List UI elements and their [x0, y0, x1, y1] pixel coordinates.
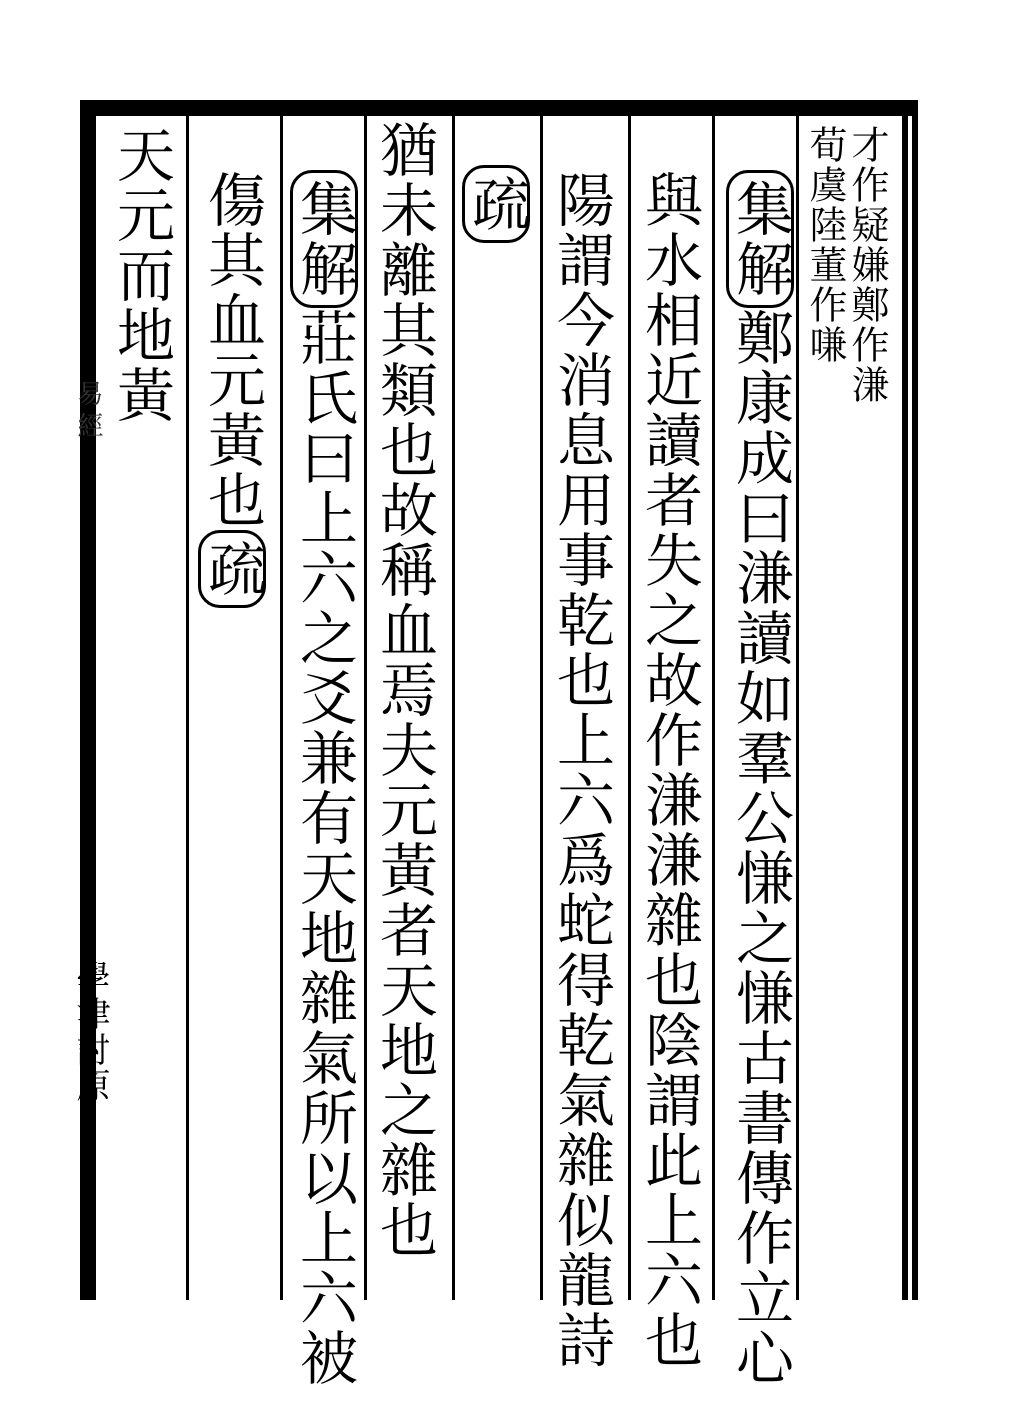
text-column-7: [290, 170, 358, 1388]
jijie-marker: 集解: [726, 170, 794, 308]
gutter-text-upper: 易經: [73, 380, 103, 444]
column-rule: [364, 116, 367, 1300]
shu-marker: 疏: [462, 165, 530, 243]
column-rule: [186, 116, 189, 1300]
jijie-marker: 集解: [290, 170, 358, 308]
note-line-2: 荀虞陸董作嗛: [803, 125, 847, 365]
text-column-3: 與水相近讀者失之故作溓溓雜也陰謂此上六也: [635, 170, 703, 1370]
frame-left-rule: [80, 100, 96, 1300]
column-text: 莊氏曰上六之爻兼有天地雜氣所以上六被: [290, 308, 358, 1388]
note-line-1: 才作疑嫌鄭作溓: [845, 125, 889, 405]
column-text: 鄭康成曰溓讀如羣公慊之慊古書傳作立心: [726, 308, 794, 1388]
column-rule: [796, 116, 799, 1300]
text-column-8: [198, 170, 266, 608]
text-column-9: 天元而地黃: [107, 125, 175, 425]
column-rule: [280, 116, 283, 1300]
text-column-5: [462, 165, 530, 243]
frame-right-rule-outer: [912, 100, 918, 1300]
gutter-text-lower: 學津討原: [70, 960, 110, 1104]
column-rule: [540, 116, 543, 1300]
shu-marker: 疏: [198, 530, 266, 608]
column-rule: [628, 116, 631, 1300]
text-column-2: [726, 170, 794, 1388]
frame-right-rule: [902, 100, 908, 1300]
frame-top-rule: [80, 100, 918, 116]
text-column-4: 陽謂今消息用事乾也上六爲蛇得乾氣雜似龍詩: [547, 170, 615, 1370]
column-text: 傷其血元黃也: [198, 170, 266, 530]
column-rule: [452, 116, 455, 1300]
column-rule: [712, 116, 715, 1300]
text-column-6: 猶未離其類也故稱血焉夫元黃者天地之雜也: [370, 120, 438, 1260]
